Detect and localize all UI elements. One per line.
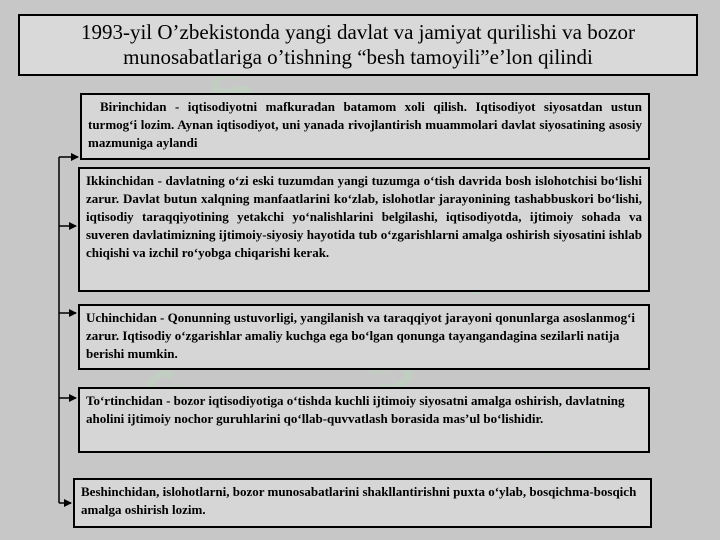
principle-box-2 bbox=[78, 167, 650, 292]
slide-title-text: 1993-yil O’zbekistonda yangi davlat va jamiyat qurilishi va bozor munosabatlariga o’tishning “besh tamoyili”e’lon qilindi bbox=[80, 20, 636, 69]
principle-text-1: Birinchidan - iqtisodiyotni mafkuradan batamom xoli qilish. Iqtisodiyot siyosatdan ustun turmog‘i lozim. Aynan iqtisodiyot, uni yanada rivojlantirish muammolari davlat siyosatining asosiy mazmuniga aylandi bbox=[88, 99, 642, 150]
principle-box-5 bbox=[73, 478, 652, 528]
principle-box-4 bbox=[78, 387, 650, 453]
principle-text-4: To‘rtinchidan - bozor iqtisodiyotiga o‘tishda kuchli ijtimoiy siyosatni amalga oshirish, davlatning aholini ijtimoiy nochor guruhlarini qo‘llab-quvvatlash borasida mas’ul bo‘lishidir. bbox=[86, 393, 625, 426]
principle-text-3: Uchinchidan - Qonunning ustuvorligi, yangilanish va taraqqiyot jarayoni qonunlarga asoslanmog‘i zarur. Iqtisodiy o‘zgarishlar amaliy kuchga ega bo‘lgan qonunga tayangandagina sezilarli natija berishi mumkin. bbox=[86, 310, 636, 361]
principle-text-5: Beshinchidan, islohotlarni, bozor munosabatlarini shakllantirishni puxta o‘ylab, bosqichma-bosqich amalga oshirish lozim. bbox=[81, 484, 637, 517]
principle-text-2: Ikkinchidan - davlatning o‘zi eski tuzumdan yangi tuzumga o‘tish davrida bosh islohotchisi bo‘lishi zarur. Davlat butun xalqning manfaatlarini ko‘zlab, islohotlar jarayonining tashabbuskori bo‘lishi, iqtisodiy taraqqiyotining yetakchi yo‘nalishlarini belgilashi, iqtisodiyotda, ijtimoiy sohada va suveren davlatimizning ijtimoiy-siyosiy hayotida tub o‘zgarishlarni amalga oshirish siyosatini ishlab chiqishi va izchil ro‘yobga chiqarishi kerak. bbox=[86, 173, 642, 260]
principle-box-3 bbox=[78, 304, 650, 370]
principle-box-1 bbox=[80, 93, 650, 160]
